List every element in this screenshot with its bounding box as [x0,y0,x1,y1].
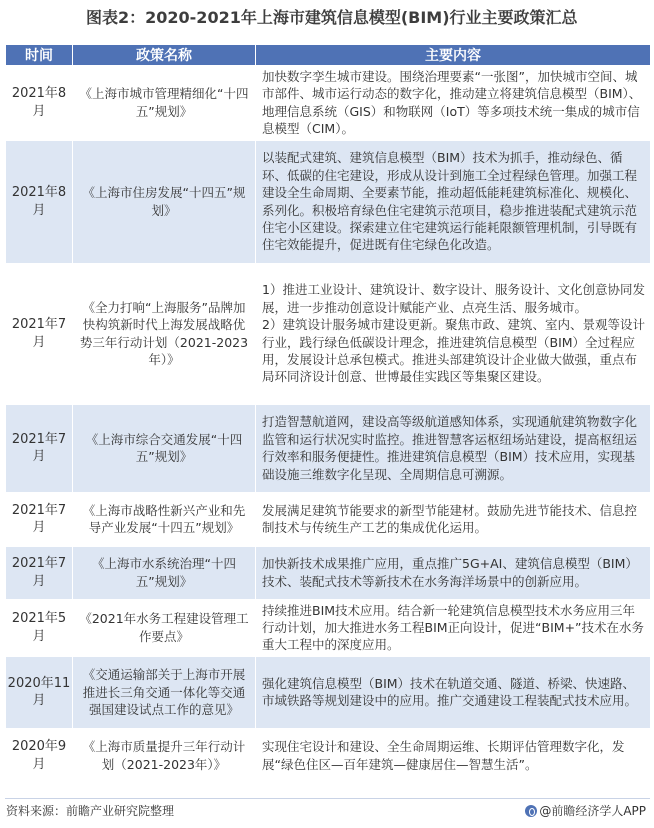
table-row [6,656,651,728]
row-policy: 《上海市综合交通发展“十四五”规划》 [73,404,256,492]
row-time: 2020年9月 [6,728,73,783]
header-content: 主要内容 [256,45,651,66]
row-policy: 《上海市住房发展“十四五”规划》 [73,140,256,263]
table-row [6,599,651,656]
row-time: 2020年11月 [6,656,73,728]
table-row [6,140,651,263]
row-time: 2021年8月 [6,66,73,141]
table-row [6,492,651,546]
row-content: 持续推进BIM技术应用。结合新一轮建筑信息模型技术水务应用三年行动计划，加大推进水务工程BIM正向设计，促进“BIM+”技术在水务重大工程中的深度应用。 [256,599,651,656]
brand-label: @前瞻经济学人APP [539,804,646,818]
row-time: 2021年5月 [6,599,73,656]
table-row [6,546,651,599]
row-time: 2021年7月 [6,263,73,404]
row-content: 1）推进工业设计、建筑设计、数字设计、服务设计、文化创意协同发展，进一步推动创意设计赋能产业、点亮生活、服务城市。 2）建筑设计服务城市建设更新。聚焦市政、建筑、室内、景观等设计行业，践行绿色低碳设计理念，推进建筑信息模型（BIM）全过程应用，发展设计总承包模式。推进头部建筑设计企业做大做强，重点布局环同济设计创意、世博最佳实践区等集聚区建设。 [256,263,651,404]
table-row [6,263,651,404]
row-policy: 《上海市水系统治理“十四五”规划》 [73,546,256,599]
row-content: 加快新技术成果推广应用，重点推广5G+AI、建筑信息模型（BIM）技术、装配式技术等新技术在水务海洋场景中的创新应用。 [256,546,651,599]
row-policy: 《2021年水务工程建设管理工作要点》 [73,599,256,656]
row-policy: 《交通运输部关于上海市开展推进长三角交通一体化等交通强国建设试点工作的意见》 [73,656,256,728]
brand-logo-icon [525,805,537,817]
policy-table [5,44,651,784]
table-header-row [6,45,651,66]
row-content: 以装配式建筑、建筑信息模型（BIM）技术为抓手，推动绿色、循环、低碳的住宅建设，形成从设计到施工全过程绿色管理。加强工程建设全生命周期、全要素节能，推动超低能耗建筑标准化、规模化、系列化。积极培育绿色住宅建筑示范项目，稳步推进装配式建筑示范住宅小区建设。探索建立住宅建筑运行能耗限额管理机制，引导既有住宅效能提升，促进既有住宅绿色化改造。 [256,140,651,263]
row-content: 发展满足建筑节能要求的新型节能建材。鼓励先进节能技术、信息控制技术与传统生产工艺的集成优化运用。 [256,492,651,546]
row-time: 2021年8月 [6,140,73,263]
row-content: 打造智慧航道网，建设高等级航道感知体系，实现通航建筑物数字化监管和运行状况实时监控。推进智慧客运枢纽场站建设，提高枢纽运行效率和服务便捷性。推进建筑信息模型（BIM）技术应用，实现基础设施三维数字化呈现、全周期信息可溯源。 [256,404,651,492]
row-policy: 《上海市战略性新兴产业和先导产业发展“十四五”规划》 [73,492,256,546]
table-row [6,66,651,141]
row-content: 加快数字孪生城市建设。围绕治理要素“一张图”，加快城市空间、城市部件、城市运行动态的数字化，推动建立将建筑信息模型（BIM）、地理信息系统（GIS）和物联网（IoT）等多项技术统一集成的城市信息模型（CIM）。 [256,66,651,141]
row-time: 2021年7月 [6,492,73,546]
table-row [6,728,651,783]
source-note: 资料来源：前瞻产业研究院整理 [6,804,175,818]
row-time: 2021年7月 [6,404,73,492]
row-policy: 《全力打响“上海服务”品牌加快构筑新时代上海发展战略优势三年行动计划（2021-2023年）》 [73,263,256,404]
table-row [6,404,651,492]
brand-credit [525,802,646,819]
header-time: 时间 [6,45,73,66]
row-content: 实现住宅设计和建设、全生命周期运维、长期评估管理数字化，发展“绿色住区—百年建筑—健康居住—智慧生活”。 [256,728,651,783]
row-policy: 《上海市质量提升三年行动计划（2021-2023年）》 [73,728,256,783]
row-content: 强化建筑信息模型（BIM）技术在轨道交通、隧道、桥梁、快速路、市域铁路等规划建设中的应用。推广交通建设工程装配式技术应用。 [256,656,651,728]
page-title: 图表2：2020-2021年上海市建筑信息模型(BIM)行业主要政策汇总 [86,8,578,27]
row-time: 2021年7月 [6,546,73,599]
row-policy: 《上海市城市管理精细化“十四五”规划》 [73,66,256,141]
footer-divider [5,798,650,799]
header-policy: 政策名称 [73,45,256,66]
